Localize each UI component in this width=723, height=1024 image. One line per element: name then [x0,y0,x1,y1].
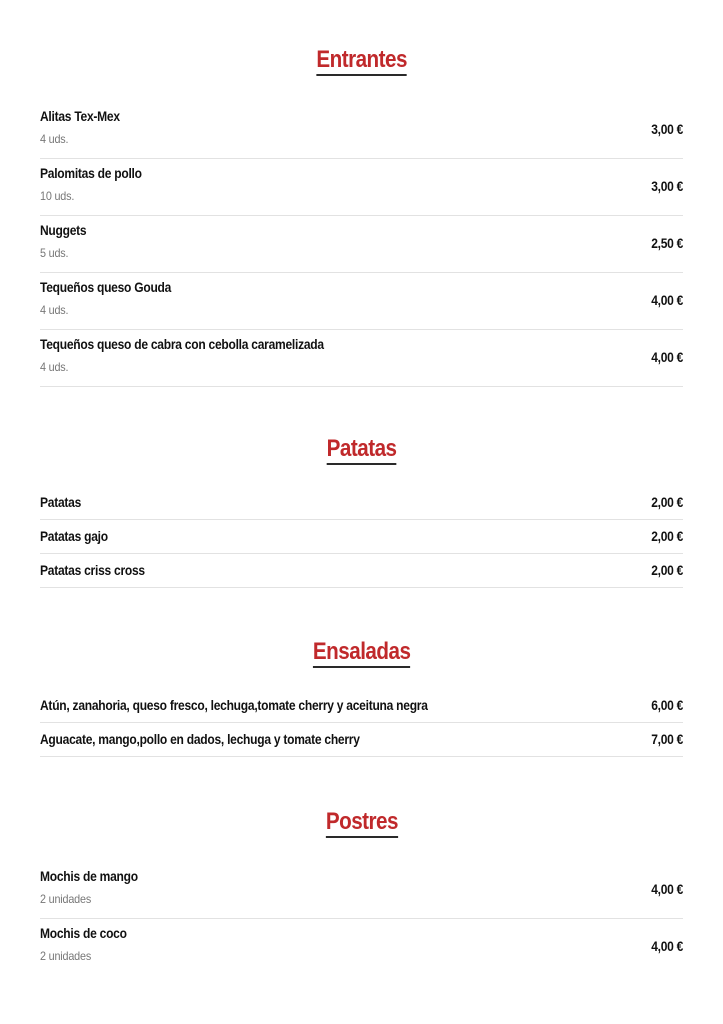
menu-item-name: Mochis de mango [40,868,138,884]
section-title-ensaladas: Ensaladas [313,639,410,668]
section-title-entrantes: Entrantes [316,47,407,76]
menu-item [40,102,683,159]
menu-item-description: 4 uds. [40,360,69,374]
menu-item-price: 2,50 € [651,235,683,251]
menu-item [40,689,683,723]
menu-item [40,723,683,757]
menu-item-price: 4,00 € [651,292,683,308]
menu-item-name: Palomitas de pollo [40,165,142,181]
menu-item [40,486,683,520]
menu-item [40,520,683,554]
menu-item-price: 3,00 € [651,121,683,137]
menu-item-list [40,689,683,757]
menu-item-price: 2,00 € [651,528,683,544]
menu-item-name: Tequeños queso de cabra con cebolla caramelizada [40,336,324,352]
section-title-postres: Postres [325,809,397,838]
menu-item-list [40,486,683,588]
menu-item-list [40,102,683,387]
menu-item-price: 4,00 € [651,881,683,897]
menu-item-name: Patatas gajo [40,528,108,544]
menu-item-description: 10 uds. [40,189,75,203]
menu-item [40,862,683,919]
menu-item-description: 4 uds. [40,132,69,146]
section-heading [40,435,683,463]
menu-item [40,159,683,216]
menu-item-name: Nuggets [40,222,87,238]
menu-item-name: Mochis de coco [40,925,127,941]
menu-item [40,330,683,387]
menu-item-description: 2 unidades [40,949,92,963]
menu-item-description: 5 uds. [40,246,69,260]
menu-item-price: 4,00 € [651,349,683,365]
menu-item-description: 4 uds. [40,303,69,317]
menu-item-price: 3,00 € [651,178,683,194]
section-title-patatas: Patatas [327,436,397,465]
menu-item [40,554,683,588]
menu-item [40,216,683,273]
menu-item [40,919,683,976]
menu-item-price: 7,00 € [651,731,683,747]
section-heading [40,808,683,836]
menu-item [40,273,683,330]
menu-item-name: Aguacate, mango,pollo en dados, lechuga y tomate cherry [40,731,360,747]
menu-item-name: Alitas Tex-Mex [40,108,120,124]
menu-item-price: 4,00 € [651,938,683,954]
section-postres [40,808,683,976]
section-entrantes [40,46,683,387]
menu-item-description: 2 unidades [40,892,92,906]
menu-item-price: 2,00 € [651,494,683,510]
section-heading [40,638,683,666]
section-heading [40,46,683,74]
menu-item-name: Tequeños queso Gouda [40,279,172,295]
menu-item-price: 6,00 € [651,697,683,713]
menu-item-name: Patatas criss cross [40,562,145,578]
section-patatas [40,435,683,588]
menu-item-name: Patatas [40,494,82,510]
menu-item-price: 2,00 € [651,562,683,578]
section-ensaladas [40,638,683,757]
menu-item-list [40,862,683,976]
menu-item-name: Atún, zanahoria, queso fresco, lechuga,tomate cherry y aceituna negra [40,697,428,713]
